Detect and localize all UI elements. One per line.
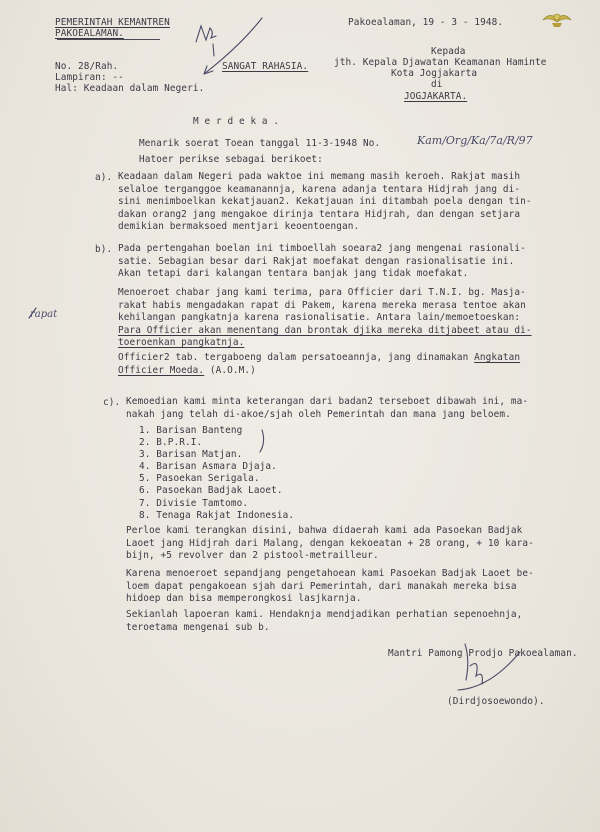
- subject-line: Hal: Keadaan dalam Negeri.: [55, 83, 205, 94]
- closing-paragraph: [126, 609, 522, 634]
- section-b-line: Akan tetapi dari kalangan tentara banjak jang tidak moefakat.: [118, 268, 469, 280]
- list-item: 3. Barisan Matjan.: [139, 449, 243, 461]
- office-name-line1: PEMERINTAH KEMANTREN: [55, 17, 170, 28]
- signatory-name: (Dirdjosoewondo).: [447, 696, 545, 707]
- section-a-line: selaloe terganggoe keamanannja, karena adanja tentara Hidjrah jang di-: [118, 183, 521, 195]
- section-c-line: nakah jang telah di-akoe/sjah oleh Pemerintah dan mana jang beloem.: [126, 408, 511, 420]
- section-a-line: Keadaan dalam Negeri pada waktoe ini memang masih keroeh. Rakjat masih: [118, 171, 521, 182]
- section-b-line: satie. Sebagian besar dari Rakjat moefakat dengan rasionalisatie ini.: [118, 255, 515, 267]
- section-b-line: Pada pertengahan boelan ini timboellah soeara2 jang mengenai rasionali-: [118, 243, 526, 254]
- aom-text: Officier2 tab. tergaboeng dalam persatoeannja, jang dinamakan: [118, 352, 475, 363]
- section-c-line: Laoet jang Hidjrah dari Malang, dengan kekoeatan + 28 orang, + 10 kara-: [126, 537, 534, 549]
- section-a-paragraph: [118, 171, 532, 234]
- closing-line: Sekianlah lapoeran kami. Hendaknja mendjadikan perhatian sepenoehnja,: [126, 609, 523, 620]
- section-b-line: Menoeroet chabar jang kami terima, para Officier dari T.N.I. bg. Masja-: [118, 287, 526, 298]
- section-c-line: Perloe kami terangkan disini, bahwa didaerah kami ada Pasoekan Badjak: [126, 525, 523, 536]
- aom-name-part2: Officier Moeda.: [118, 364, 205, 376]
- reference-number-handwritten: Kam/Org/Ka/7a/R/97: [417, 134, 533, 147]
- section-b-marker: b).: [95, 244, 113, 255]
- section-c-paragraph: [126, 396, 528, 421]
- section-c-line: loem dapat pengakoean sjah dari Pemerintah, dari manakah mereka bisa: [126, 580, 517, 592]
- list-item: 1. Barisan Banteng: [139, 425, 243, 436]
- arrow-head: [204, 66, 213, 74]
- recipient-line2: jth. Kepala Djawatan Keamanan Haminte: [334, 57, 547, 68]
- section-a-line: sini menimboelkan kekatjauan2. Kekatjauan ini ditambah poela dengan tin-: [118, 196, 532, 208]
- letter-number: No. 28/Rah.: [55, 61, 119, 72]
- list-item: 6. Pasoekan Badjak Laoet.: [139, 485, 283, 497]
- section-c-line: Kemoedian kami minta keterangan dari badan2 terseboet dibawah ini, ma-: [126, 396, 529, 407]
- recipient-line3: Kota Jogjakarta: [391, 68, 478, 79]
- list-item: 4. Barisan Asmara Djaja.: [139, 461, 277, 473]
- office-name-line2: PAKOEALAMAN.: [55, 28, 124, 39]
- section-c-line: hidoep dan bisa memperongkosi lasjkarnja.: [126, 593, 362, 605]
- section-a-line: demikian bermaksoed mentjari keoentoengan.: [118, 221, 360, 233]
- section-a-line: dakan orang2 jang mengakoe dirinja tentara Hidjrah, dan dengan setjara: [118, 208, 521, 220]
- margin-note: rapat: [30, 309, 58, 320]
- section-b-line: kehilangan pangkatnja karena rasionalisatie. Antara lain/memoetoeskan:: [118, 312, 521, 324]
- section-b-paragraph-3: [118, 352, 520, 377]
- section-c-marker: c).: [103, 397, 121, 408]
- recipient-line5: JOGJAKARTA.: [404, 91, 468, 102]
- list-item: 8. Tenaga Rakjat Indonesia.: [139, 509, 295, 521]
- section-b-paragraph-1: [118, 243, 526, 281]
- section-c-line: Karena menoeroet sepandjang pengetahoean kami Pasoekan Badjak Laoet be-: [126, 568, 534, 579]
- section-c-paragraph-b: [126, 568, 534, 606]
- greeting: M e r d e k a .: [193, 116, 280, 127]
- closing-line: teroetama mengenai sub b.: [126, 621, 270, 633]
- section-b-underlined-line: toeroenkan pangkatnja.: [118, 337, 245, 349]
- section-b-line: [118, 352, 520, 365]
- pakualaman-crest-icon: [540, 8, 574, 30]
- attachment-line: Lampiran: --: [55, 72, 124, 83]
- list-item: 7. Divisie Tamtomo.: [139, 497, 249, 509]
- organization-list: [139, 425, 294, 522]
- classification-label: SANGAT RAHASIA.: [222, 61, 309, 72]
- intro-line: Hatoer perikse sebagai berikoet:: [139, 154, 323, 165]
- section-a-marker: a).: [95, 172, 113, 183]
- section-b-line: [118, 365, 520, 378]
- initials-scribble: [196, 26, 216, 56]
- section-b-underlined-line: Para Officier akan menentang dan brontak djika mereka ditjabeet atau di-: [118, 324, 532, 336]
- signatory-title: Mantri Pamong Prodjo Pakoealaman.: [388, 648, 578, 659]
- section-c-paragraph-a: [126, 525, 534, 563]
- recipient-line1: Kepada: [431, 46, 466, 57]
- place-date: Pakoealaman, 19 - 3 - 1948.: [348, 17, 504, 28]
- recipient-line4: di: [431, 79, 443, 90]
- list-item: 5. Pasoekan Serigala.: [139, 473, 260, 485]
- list-item: 2. B.P.R.I.: [139, 437, 203, 449]
- aom-abbrev: (A.O.M.): [204, 364, 256, 376]
- section-b-paragraph-2: [118, 287, 532, 350]
- section-b-line: rakat habis mengadakan rapat di Pakem, karena mereka merasa tentoe akan: [118, 299, 526, 311]
- section-c-line: bijn, +5 revolver dan 2 pistool-metrailleur.: [126, 550, 379, 562]
- aom-name-part1: Angkatan: [474, 352, 521, 363]
- reference-line: Menarik soerat Toean tanggal 11-3-1948 No.: [139, 138, 381, 149]
- office-underline: [57, 39, 160, 40]
